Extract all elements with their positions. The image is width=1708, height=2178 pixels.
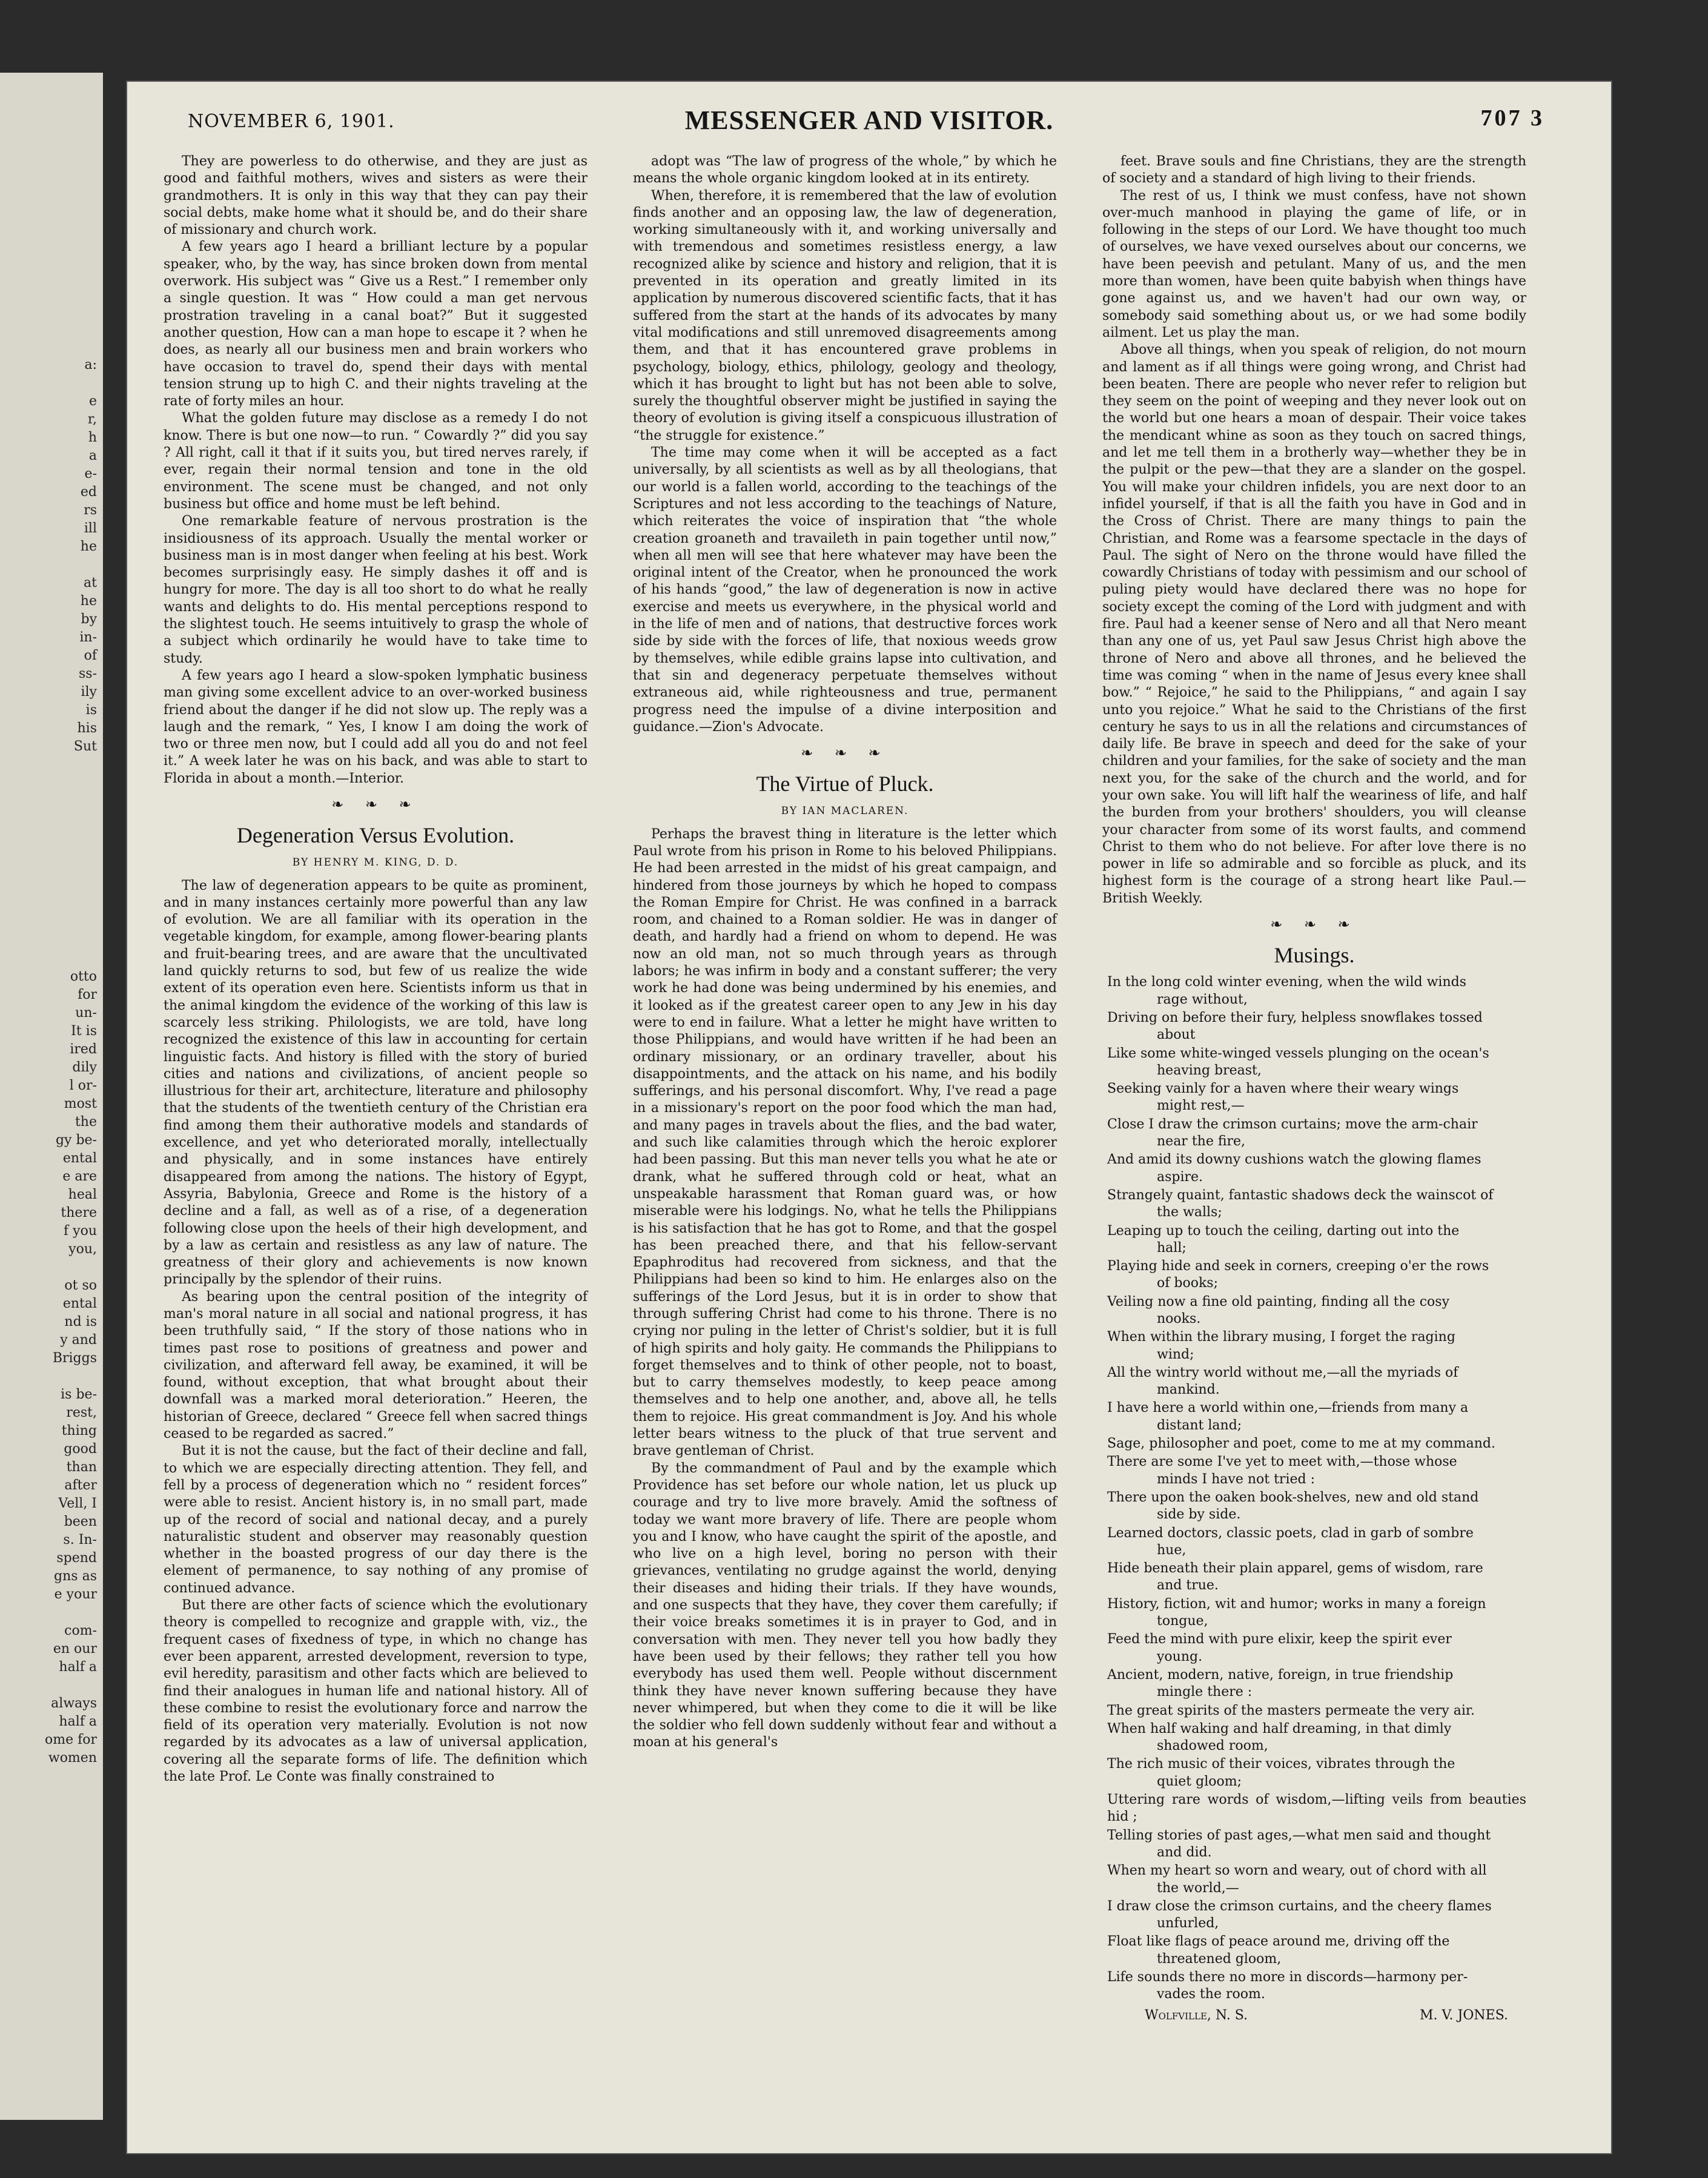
paragraph: The law of degeneration appears to be quite as prominent, and in many instances certainly more powerful than any law of evolution. We are all familiar with its operation in the vegetable kingdom, for example, among flower-bearing plants and fruit-bearing trees, and are aware that the uncultivated land quickly returns to sod, but few of us realize the wide extent of its operation even here. Scientists inform us that in the animal kingdom the evidence of the working of this law is scarcely less striking. Philologists, we are told, have long recognized the existence of this law in accounting for certain linguistic facts. And history is filled with the story of buried cities and nations and civilizations, of ancient people so illustrious for their art, architecture, literature and philosophy that the students of the twentieth century of the Christian era find among them their authorative models and standards of excellence, and yet who deteriorated morally, intellectually and physically, and in some instances have entirely disappeared from among the nations. The history of Egypt, Assyria, Babylonia, Greece and Rome is the history of a decline and a fall, as well as of a rise, of a degeneration following close upon the heels of their high development, and by a law as certain and resistless as any law of nature. The greatness of their glory and achievements is now known principally by the splendor of their ruins. [164, 878, 588, 1288]
article-title: The Virtue of Pluck. [756, 772, 934, 796]
poem-line-continuation: heaving breast, [1157, 1062, 1262, 1078]
paragraph: A few years ago I heard a slow-spoken lymphatic business man giving some excellent advice to an over-worked business friend about the danger if he did not slow up. The reply was a laugh and the remark, “ Yes, I know I am doing the work of two or three men now, but I could add all you do and not feel it.” A week later he was on his back, and was able to start to Florida in about a month.—Interior. [164, 667, 588, 786]
prev-page-text-fragment: e are [62, 1169, 97, 1184]
col1-intro [164, 153, 588, 787]
prev-page-text-fragment: good [64, 1442, 97, 1457]
poem-line-text: Feed the mind with pure elixir, keep the spirit ever [1107, 1632, 1452, 1647]
poem-place: Wolfville, N. S. [1145, 2007, 1248, 2023]
poem-line [1102, 1969, 1526, 2004]
prev-page-text-fragment: there [61, 1205, 97, 1220]
paragraph: What the golden future may disclose as a remedy I do not know. There is but one now—to run. “ Cowardly ?” did you say ? All right, call it that if it suits you, but tired nerves rarely, if ever, regain their normal tension and tone in the old environment. The scene must be changed, and not only business but office and home must be left behind. [164, 411, 588, 512]
poem-line [1102, 1525, 1526, 1560]
poem-line [1102, 1631, 1526, 1666]
poem-line [1102, 1454, 1526, 1488]
poem-line-text: I draw close the crimson curtains, and the cheery flames [1107, 1898, 1492, 1914]
prev-page-text-fragment: y and [60, 1332, 97, 1348]
paragraph: Perhaps the bravest thing in literature is the letter which Paul wrote from his prison in Rome to his beloved Philippians. He had been arrested in the midst of his great campaign, and hindered from those journeys by which he hoped to compass the Roman Empire for Christ. He was confined in a barrack room, and chained to a Roman soldier. He was in danger of death, and hardly had a friend on whom to depend. He was now an old man, not so much through years as through labors; he was infirm in body and a constant sufferer; the very work he had done was being undermined by his enemies, and it looked as if the greatest career open to any Jew in his day were to end in failure. What a letter he might have written to those Philippians, and would have written if he had been an ordinary missionary, or an ordinary traveller, about his disappointments, and the attack on his name, and his bodily sufferings, and his personal discomfort. Why, I've read a page in a missionary's report on the poor food which the man had, and many pages in travels about the flies, and the bad water, and such like calamities through which the heroic explorer had been passing. But this man never tells you what he ate or drank, what he suffered through cold or heat, what an unspeakable harassment that Roman guard was, or how miserable were his lodgings. No, what he tells the Philippians is his satisfaction that he has got to Rome, and that the gospel has been preached there, and that his fellow-servant Epaphroditus had recovered from sickness, and that the Philippians had been so kind to him. He enlarges also on the sufferings of the Lord Jesus, but it is in order to show that through suffering Christ had come to his throne. There is no crying nor puling in the letter of Christ's soldier, but it is full of high spirits and holy gaity. He commands the Philippians to forget themselves and to think of other people, not to boast, but to carry themselves modestly, to keep peace among themselves and to help one another, and, above all, he tells them to rejoice. His great commandment is Joy. And his whole letter bears witness to the pluck of that true servent and brave gentleman of Christ. [633, 826, 1057, 1459]
poem-line-continuation: and true. [1157, 1578, 1219, 1594]
poem-line-text: Sage, philosopher and poet, come to me at my command. [1107, 1436, 1495, 1452]
poem-line-continuation: mingle there : [1157, 1684, 1253, 1700]
poem-line [1102, 1667, 1526, 1701]
prev-page-text-fragment: nd is [64, 1314, 97, 1329]
poem-author: M. V. JONES. [1420, 2007, 1508, 2023]
article-byline: BY HENRY M. KING, D. D. [292, 856, 459, 869]
poem-line [1102, 1045, 1526, 1080]
poem-line [1102, 1933, 1526, 1968]
previous-page-edge [0, 73, 103, 2120]
poem-line-text: Float like flags of peace around me, driving off the [1107, 1934, 1450, 1950]
prev-page-text-fragment: after [64, 1478, 97, 1493]
poem-line-continuation: wind; [1157, 1346, 1194, 1362]
prev-page-text-fragment: at [84, 575, 97, 591]
prev-page-text-fragment: by [81, 612, 97, 627]
prev-page-text-fragment: rest, [66, 1405, 97, 1420]
poem-line-text: Hide beneath their plain apparel, gems of wisdom, rare [1107, 1561, 1483, 1577]
poem-line [1102, 1365, 1526, 1399]
poem-line [1102, 1862, 1526, 1897]
prev-page-text-fragment: l or- [69, 1078, 97, 1093]
section-divider-ornament: ❧ ❧ ❧ [331, 795, 420, 813]
poem-line [1102, 1703, 1526, 1720]
prev-page-text-fragment: in- [79, 630, 97, 645]
poem-line-continuation: minds I have not tried : [1157, 1471, 1315, 1487]
poem-line [1102, 1435, 1526, 1452]
paragraph: feet. Brave souls and fine Christians, they are the strength of society and a standard of high living to their friends. [1102, 154, 1526, 187]
prev-page-text-fragment: women [48, 1750, 97, 1766]
prev-page-text-fragment: r, [87, 412, 97, 427]
poem-line-text: Ancient, modern, native, foreign, in true friendship [1107, 1667, 1454, 1683]
prev-page-text-fragment: the [74, 1114, 97, 1130]
prev-page-text-fragment: ome for [44, 1732, 97, 1747]
poem-line-text: Close I draw the crimson curtains; move the arm-chair [1107, 1116, 1478, 1132]
poem-line-text: Leaping up to touch the ceiling, darting out into the [1107, 1223, 1460, 1239]
prev-page-text-fragment: than [66, 1460, 97, 1475]
prev-page-text-fragment: en our [53, 1641, 97, 1657]
poem-line [1102, 1489, 1526, 1524]
prev-page-text-fragment: com- [64, 1623, 97, 1638]
poem-line [1102, 1827, 1526, 1862]
poem-line-continuation: aspire. [1157, 1169, 1203, 1185]
prev-page-text-fragment: heal [68, 1187, 97, 1202]
poem-line-continuation: vades the room. [1157, 1987, 1265, 2002]
section-divider-ornament: ❧ ❧ ❧ [801, 744, 889, 762]
poem-line [1102, 1010, 1526, 1044]
prev-page-text-fragment: otto [70, 969, 97, 984]
prev-page-text-fragment: he [80, 594, 97, 609]
poem-line-continuation: and did. [1157, 1844, 1212, 1860]
prev-page-text-fragment: ss- [78, 666, 97, 681]
prev-page-text-fragment: f you [64, 1223, 97, 1239]
issue-date: NOVEMBER 6, 1901. [188, 111, 395, 132]
prev-page-text-fragment: of [84, 648, 97, 663]
poem-line-continuation: the world,— [1157, 1880, 1239, 1896]
poem-line [1102, 974, 1526, 1008]
poem-line-continuation: shadowed room, [1157, 1738, 1268, 1754]
poem-line-continuation: mankind. [1157, 1382, 1220, 1398]
poem-line-continuation: hue, [1157, 1542, 1187, 1558]
poem-line-text: When my heart so worn and weary, out of chord with all [1107, 1863, 1487, 1879]
prev-page-text-fragment: he [80, 539, 97, 554]
paragraph: But it is not the cause, but the fact of their decline and fall, to which we are especially directing attention. They fell, and fell by a process of degeneration which no “ resident forces” were able to resist. Ancient history is, in no small part, made up of the record of social and national decay, and a purely naturalistic student and observer may reasonably question whether in the boasted progress of our day there is the element of permanence, to say nothing of any promise of continued advance. [164, 1443, 588, 1596]
poem [1102, 974, 1526, 2003]
poem-line [1102, 1400, 1526, 1434]
newspaper-page [127, 82, 1611, 2153]
poem-line-text: Telling stories of past ages,—what men said and thought [1107, 1827, 1491, 1843]
poem-line-continuation: tongue, [1157, 1614, 1208, 1629]
poem-line [1102, 1187, 1526, 1222]
poem-line-text: Like some white-winged vessels plunging on the ocean's [1107, 1045, 1489, 1061]
poem-line-text: Playing hide and seek in corners, creeping o'er the rows [1107, 1259, 1489, 1274]
poem-line-text: History, fiction, wit and humor; works in many a foreign [1107, 1596, 1486, 1612]
prev-page-text-fragment: e your [54, 1587, 97, 1602]
poem-line-continuation: young. [1157, 1649, 1203, 1664]
poem-line-continuation: threatened gloom, [1157, 1951, 1282, 1967]
prev-page-text-fragment: rs [84, 503, 97, 518]
prev-page-text-fragment: you, [68, 1242, 97, 1257]
poem-line [1102, 1721, 1526, 1755]
poem-line-continuation: nooks. [1157, 1311, 1201, 1326]
prev-page-text-fragment: ill [84, 521, 97, 536]
prev-page-text-fragment: ental [62, 1151, 97, 1166]
poem-line-continuation: distant land; [1157, 1417, 1242, 1433]
poem-line-continuation: quiet gloom; [1157, 1773, 1242, 1789]
prev-page-text-fragment: Briggs [52, 1351, 97, 1366]
poem-line-text: Learned doctors, classic poets, clad in garb of sombre [1107, 1525, 1474, 1541]
prev-page-text-fragment: e [88, 394, 97, 409]
poem-line-continuation: the walls; [1157, 1205, 1222, 1220]
prev-page-text-fragment: gy be- [55, 1133, 97, 1148]
prev-page-text-fragment: been [64, 1514, 97, 1529]
poem-line-text: And amid its downy cushions watch the glowing flames [1107, 1152, 1481, 1168]
prev-page-text-fragment: h [88, 430, 97, 445]
paragraph: One remarkable feature of nervous prostration is the insidiousness of its approach. Usually the mental worker or business man is in most danger when feeling at his best. Work becomes surprisingly easy. He simply dashes it off and is hungry for more. The day is all too short to do what he really wants and delights to do. His mental perceptions respond to the slightest touch. He seems intuitively to grasp the whole of a subject which ordinarily he would have to take time to study. [164, 514, 588, 666]
page-number: 707 3 [1480, 105, 1544, 131]
prev-page-text-fragment: It is [71, 1024, 97, 1039]
poem-line-text: When half waking and half dreaming, in that dimly [1107, 1721, 1452, 1736]
prev-page-text-fragment: e- [84, 466, 97, 482]
prev-page-text-fragment: dily [72, 1060, 97, 1075]
poem-line-text: Uttering rare words of wisdom,—lifting veils from beauties hid ; [1107, 1792, 1526, 1825]
prev-page-text-fragment: a [88, 448, 97, 463]
paragraph: adopt was “The law of progress of the whole,” by which he means the whole organic kingdom looked at in its entirety. [633, 154, 1057, 187]
poem-line-text: When within the library musing, I forget the raging [1107, 1329, 1455, 1345]
column-1 [164, 153, 588, 1786]
prev-page-text-fragment: thing [61, 1423, 97, 1438]
poem-line [1102, 1596, 1526, 1630]
poem-line [1102, 1792, 1526, 1826]
poem-line-continuation: about [1157, 1027, 1196, 1043]
poem-line-text: The rich music of their voices, vibrates through the [1107, 1756, 1455, 1772]
poem-line-text: Strangely quaint, fantastic shadows deck the wainscot of [1107, 1187, 1494, 1203]
poem-line [1102, 1151, 1526, 1186]
column-2 [633, 153, 1057, 1752]
poem-line-continuation: side by side. [1157, 1507, 1241, 1523]
prev-page-text-fragment: most [64, 1096, 97, 1111]
poem-line-continuation: near the fire, [1157, 1134, 1246, 1150]
poem-line-text: Driving on before their fury, helpless snowflakes tossed [1107, 1010, 1483, 1025]
poem-line [1102, 1560, 1526, 1595]
poem-line [1102, 1756, 1526, 1790]
prev-page-text-fragment: ental [62, 1296, 97, 1311]
poem-title: Musings. [1274, 943, 1355, 968]
column-3 [1102, 153, 1526, 2024]
poem-line [1102, 1329, 1526, 1363]
paragraph: The rest of us, I think we must confess, have not shown over-much manhood in playing the game of life, or in following in the steps of our Lord. We have thought too much of ourselves, we have vexed ourselves about our concerns, we have been peevish and petulant. Many of us, and the men more than women, have been quite babyish when things have gone against us, and we haven't had our own way, or somebody said something about us, or we had some bodily ailment. Let us play the man. [1102, 188, 1526, 340]
paragraph: Above all things, when you speak of religion, do not mourn and lament as if all things were going wrong, and Christ had been beaten. There are people who never refer to religion but they seem on the point of weeping and they never look out on the world but one hears a moan of despair. Their voice takes the mendicant whine as soon as they touch on sacred things, and let me tell them in a brotherly way—whether they be in the pulpit or the pew—that they are a slander on the gospel. You will make your children infidels, you are next door to an infidel yourself, if that is all the faith you have in God and in the Cross of Christ. There are many things to pain the Christian, and Rome was a fearsome spectacle in the days of Paul. The sight of Nero on the throne would have filled the cowardly Christians of today with pessimism and our school of puling piety would have declared there was no hope for society except the coming of the Lord with judgment and with fire. Paul had a keener sense of Nero and all that Nero meant than any one of us, yet Paul saw Jesus Christ high above the throne of Nero and above all thrones, and he believed the time was coming “ when in the name of Jesus every knee shall bow.” “ Rejoice,” he said to the Philippians, “ and again I say unto you rejoice.” What he said to the Christians of the first century he says to us in all the relations and circumstances of daily life. Be brave in speech and deed for the sake of your children and your families, for the sake of society and the man next you, for the sake of the church and the world, and for your own sake. You will lift half the weariness of life, and half the burden from your brothers' shoulders, you will cleanse your character from some of its worst faults, and commend Christ to them who do not believe. For after love there is no power in life so admirable and so forcible as pluck, and its highest form is the courage of a strong heart like Paul.—British Weekly. [1102, 342, 1526, 906]
prev-page-text-fragment: for [78, 987, 97, 1002]
prev-page-text-fragment: s. In- [63, 1532, 97, 1547]
paragraph: But there are other facts of science which the evolutionary theory is compelled to recognize and grapple with, viz., the frequent cases of fixedness of type, in which no change has ever been apparent, arrested development, reversion to type, evil heredity, parasitism and other facts which are believed to find their analogues in human life and national history. All of these combine to resist the evolutionary force and narrow the field of its operation very materially. Evolution is not now regarded by its advocates as a law of universal application, covering all the separate forms of life. The definition which the late Prof. Le Conte was finally constrained to [164, 1598, 588, 1785]
paragraph: By the commandment of Paul and by the example which Providence has set before our whole nation, let us pluck up courage and try to live more bravely. Amid the softness of today we want more bravery of life. There are people whom you and I know, who have caught the spirit of the apostle, and who live on a high level, boring no person with their grievances, ventilating no grudge against the world, denying their diseases and hiding their trials. If they have wounds, and one suspects that they have, they cover them carefully; if their voice breaks sometimes it is in prayer to God, and in conversation with men. They never tell you how badly they have been used by their fellows; they rather tell you how everybody has used them well. People without discernment think they have never known suffering because they have never whimpered, but when they come to die it will be like the soldier who fell down suddenly without fear and without a moan at his general's [633, 1460, 1057, 1750]
prev-page-text-fragment: is [85, 703, 97, 718]
poem-line-text: Veiling now a fine old painting, finding all the cosy [1107, 1294, 1450, 1309]
prev-page-text-fragment: ily [81, 684, 97, 700]
prev-page-text-fragment: a: [84, 357, 97, 372]
masthead [127, 82, 1611, 154]
poem-line-continuation: might rest,— [1157, 1098, 1245, 1114]
poem-line-continuation: hall; [1157, 1240, 1187, 1256]
poem-line [1102, 1223, 1526, 1257]
prev-page-text-fragment: half a [59, 1714, 97, 1729]
poem-line [1102, 1898, 1526, 1933]
poem-line-text: All the wintry world without me,—all the myriads of [1107, 1365, 1458, 1380]
poem-line-continuation: of books; [1157, 1276, 1218, 1291]
prev-page-text-fragment: ired [70, 1042, 97, 1057]
poem-line-continuation: rage without, [1157, 991, 1248, 1007]
poem-line-text: The great spirits of the masters permeate the very air. [1107, 1703, 1475, 1718]
prev-page-text-fragment: ot so [64, 1278, 97, 1293]
poem-line [1102, 1116, 1526, 1151]
prev-page-text-fragment: his [77, 721, 97, 736]
article-byline: BY IAN MACLAREN. [781, 805, 909, 818]
poem-line-text: In the long cold winter evening, when the wild winds [1107, 975, 1466, 990]
paragraph: As bearing upon the central position of the integrity of man's moral nature in all social and national progress, it has been truthfully said, “ If the story of those nations who in times past rose to positions of greatness and power and civilization, and afterward fell away, be examined, it will be found, without exception, that what brought about their downfall was a marked moral deterioration.” Heeren, the historian of Greece, declared “ Greece fell when sacred things ceased to be regarded as sacred.” [164, 1289, 588, 1442]
poem-line-continuation: unfurled, [1157, 1916, 1219, 1931]
article-title: Degeneration Versus Evolution. [236, 823, 515, 848]
section-divider-ornament: ❧ ❧ ❧ [1270, 916, 1359, 933]
prev-page-text-fragment: Sut [73, 739, 97, 754]
prev-page-text-fragment: spend [56, 1551, 97, 1566]
prev-page-text-fragment: un- [75, 1005, 97, 1021]
prev-page-text-fragment: Vell, I [58, 1496, 97, 1511]
prev-page-text-fragment: gns as [54, 1569, 97, 1584]
prev-page-text-fragment: half a [59, 1660, 97, 1675]
prev-page-text-fragment: ed [80, 485, 97, 500]
poem-line-text: Seeking vainly for a haven where their weary wings [1107, 1081, 1459, 1097]
paragraph: The time may come when it will be accepted as a fact universally, by all scientists as well as by all theologians, that our world is a fallen world, according to the teachings of the Scriptures and not less according to the teachings of Nature, which reiterates the voice of inspiration that “the whole creation groaneth and travaileth in pain together until now,” when all men will see that here whatever may have been the original intent of the Creator, when he pronounced the work of his hands “good,” the law of degeneration is now in active exercise and meets us everywhere, in the physical world and in the life of men and of nations, that destructive forces work side by side with the forces of life, that noxious weeds grow by themselves, while edible grains lapse into cultivation, and that sin and degeneracy perpetuate themselves without extraneous aid, while righteousness and true, permanent progress need the impulse of a divine interposition and guidance.—Zion's Advocate. [633, 445, 1057, 735]
newspaper-title: MESSENGER AND VISITOR. [684, 105, 1054, 135]
poem-line [1102, 1258, 1526, 1293]
poem-line [1102, 1294, 1526, 1328]
prev-page-text-fragment: is be- [61, 1387, 97, 1402]
poem-line-text: I have here a world within one,—friends from many a [1107, 1400, 1469, 1416]
poem-line-text: There are some I've yet to meet with,—those whose [1107, 1454, 1457, 1470]
paragraph: They are powerless to do otherwise, and they are just as good and faithful mothers, wives and sisters as were their grandmothers. It is only in this way that they can pay their social debts, make home what it should be, and do their share of missionary and church work. [164, 154, 588, 238]
prev-page-text-fragment: always [51, 1696, 97, 1711]
poem-line-text: There upon the oaken book-shelves, new and old stand [1107, 1489, 1479, 1505]
poem-line-text: Life sounds there no more in discords—harmony per- [1107, 1969, 1468, 1985]
paragraph: When, therefore, it is remembered that the law of evolution finds another and an opposing law, the law of degeneration, working simultaneously with it, and working universally and with tremendous and sometimes resistless energy, a law recognized alike by science and history and religion, that it is prevented in its operation and greatly limited in its application by numerous discovered scientific facts, that it has suffered from the start at the hands of its advocates by many vital modifications and still unremoved disagreements among them, and that it has encountered grave problems in psychology, biology, ethics, philology, geology and theology, which it has brought to light but has not been able to solve, surely the thoughtful observer might be justified in saying the theory of evolution is giving itself a conspicuous illustration of “the struggle for existence.” [633, 188, 1057, 443]
paragraph: A few years ago I heard a brilliant lecture by a popular speaker, who, by the way, has since broken down from mental overwork. His subject was “ Give us a Rest.” I remember only a single question. It was “ How could a man get nervous prostration traveling in a canal boat?” But it suggested another question, How can a man hope to escape it ? when he does, as nearly all our business men and brain workers who have occasion to travel do, spend their days with mental tension strung up to high C. and their nights traveling at the rate of forty miles an hour. [164, 239, 588, 409]
poem-signature [1102, 2007, 1526, 2024]
poem-line [1102, 1081, 1526, 1115]
